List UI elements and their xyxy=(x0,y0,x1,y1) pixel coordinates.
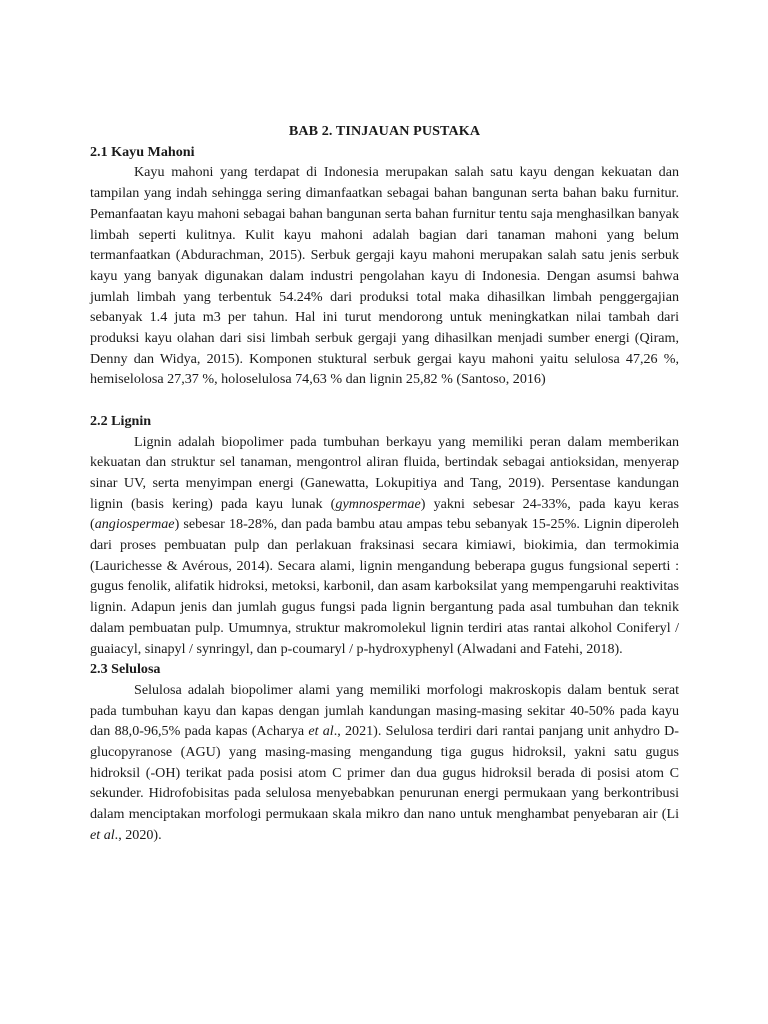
body-paragraph xyxy=(90,432,679,660)
text-run: ) sebesar 18-28%, dan pada bambu atau ampas tebu sebanyak 15-25%. Lignin diperoleh dari proses pembuatan pulp dan perlakuan fraksinasi secara kimiawi, biokimia, dan termokimia (Laurichesse & Avérous, 2014). Secara alami, lignin mengandung beberapa gugus fungsional seperti : gugus fenolik, alifatik hidroksi, metoksi, karbonil, dan asam karboksilat yang mempengaruhi reaktivitas lignin. Adapun jenis dan jumlah gugus fungsi pada lignin bergantung pada asal tumbuhan dan teknik dalam pembuatan pulp. Umumnya, struktur makromolekul lignin terdiri atas rantai alkohol Coniferyl / guaiacyl, sinapyl / synringyl, dan p-coumaryl / p-hydroxyphenyl (Alwadani and Fatehi, 2018). xyxy=(90,516,679,657)
text-run: Selulosa adalah biopolimer alami yang memiliki morfologi makroskopis dalam bentuk serat pada tumbuhan kayu dan kapas dengan jumlah kandungan masing-masing sekitar 40-50% pada kayu dan 88,0-96,5% pada kapas (Acharya xyxy=(90,681,679,740)
text-run: ., 2021). Selulosa terdiri dari rantai panjang unit anhydro D-glucopyranose (AGU) yang masing-masing mengandung tiga gugus hidroksil, yakni satu gugus hidroksil (-OH) terikat pada posisi atom C primer dan dua gugus hidroksil berada di posisi atom C sekunder. Hidrofobisitas pada selulosa menyebabkan penurunan energi permukaan yang berkontribusi dalam menciptakan morfologi permukaan skala mikro dan nano untuk menghambat penyebaran air (Li xyxy=(90,723,679,823)
section-selulosa xyxy=(90,659,679,845)
italic-term: et al xyxy=(90,826,115,843)
text-run: Lignin adalah biopolimer pada tumbuhan berkayu yang memiliki peran dalam memberikan kekuatan dan struktur sel tanaman, mengontrol aliran fluida, bertindak sebagai antioksidan, menyerap sinar UV, serta menyimpan energi (Ganewatta, Lokupitiya and Tang, 2019). Persentase kandungan lignin (basis kering) pada kayu lunak ( xyxy=(90,433,679,512)
text-run: ) yakni sebesar 24-33%, pada kayu keras ( xyxy=(90,495,679,533)
section-lignin xyxy=(90,411,679,659)
section-kayu-mahoni xyxy=(90,142,679,390)
body-paragraph xyxy=(90,680,679,846)
text-run: Kayu mahoni yang terdapat di Indonesia merupakan salah satu kayu dengan kekuatan dan tampilan yang indah sehingga sering dimanfaatkan sebagai bahan bangunan serta bahan baku furnitur. Pemanfaatan kayu mahoni sebagai bahan bangunan serta bahan furnitur tentu saja menghasilkan banyak limbah seperti kulitnya. Kulit kayu mahoni adalah bagian dari tanaman mahoni yang belum termanfaatkan (Abdurachman, 2015). Serbuk gergaji kayu mahoni merupakan salah satu jenis serbuk kayu yang banyak digunakan dalam industri pengolahan kayu di Indonesia. Dengan asumsi bahwa jumlah limbah yang terbentuk 54.24% dari produksi total maka dihasilkan limbah penggergajian sebanyak 1.4 juta m3 per tahun. Hal ini turut mendorong untuk meningkatkan nilai tambah dari produksi kayu olahan dari sisi limbah serbuk gergaji yang dihasilkan menjadi sumber energi (Qiram, Denny dan Widya, 2015). Komponen stuktural serbuk gergai kayu mahoni yaitu selulosa 47,26 %, hemiselolosa 27,37 %, holoselulosa 74,63 % dan lignin 25,82 % (Santoso, 2016) xyxy=(90,164,679,388)
italic-term: gymnospermae xyxy=(335,495,421,512)
section-heading: 2.1 Kayu Mahoni xyxy=(90,143,195,160)
chapter-title: BAB 2. TINJAUAN PUSTAKA xyxy=(288,123,481,139)
italic-term: et al xyxy=(308,723,334,740)
text-run: ., 2020). xyxy=(114,826,162,843)
document-page xyxy=(90,121,679,846)
body-paragraph xyxy=(90,162,679,390)
italic-term: angiospermae xyxy=(94,516,175,533)
paragraph-spacer xyxy=(90,390,679,411)
section-heading: 2.2 Lignin xyxy=(90,412,152,429)
section-heading: 2.3 Selulosa xyxy=(90,661,161,678)
